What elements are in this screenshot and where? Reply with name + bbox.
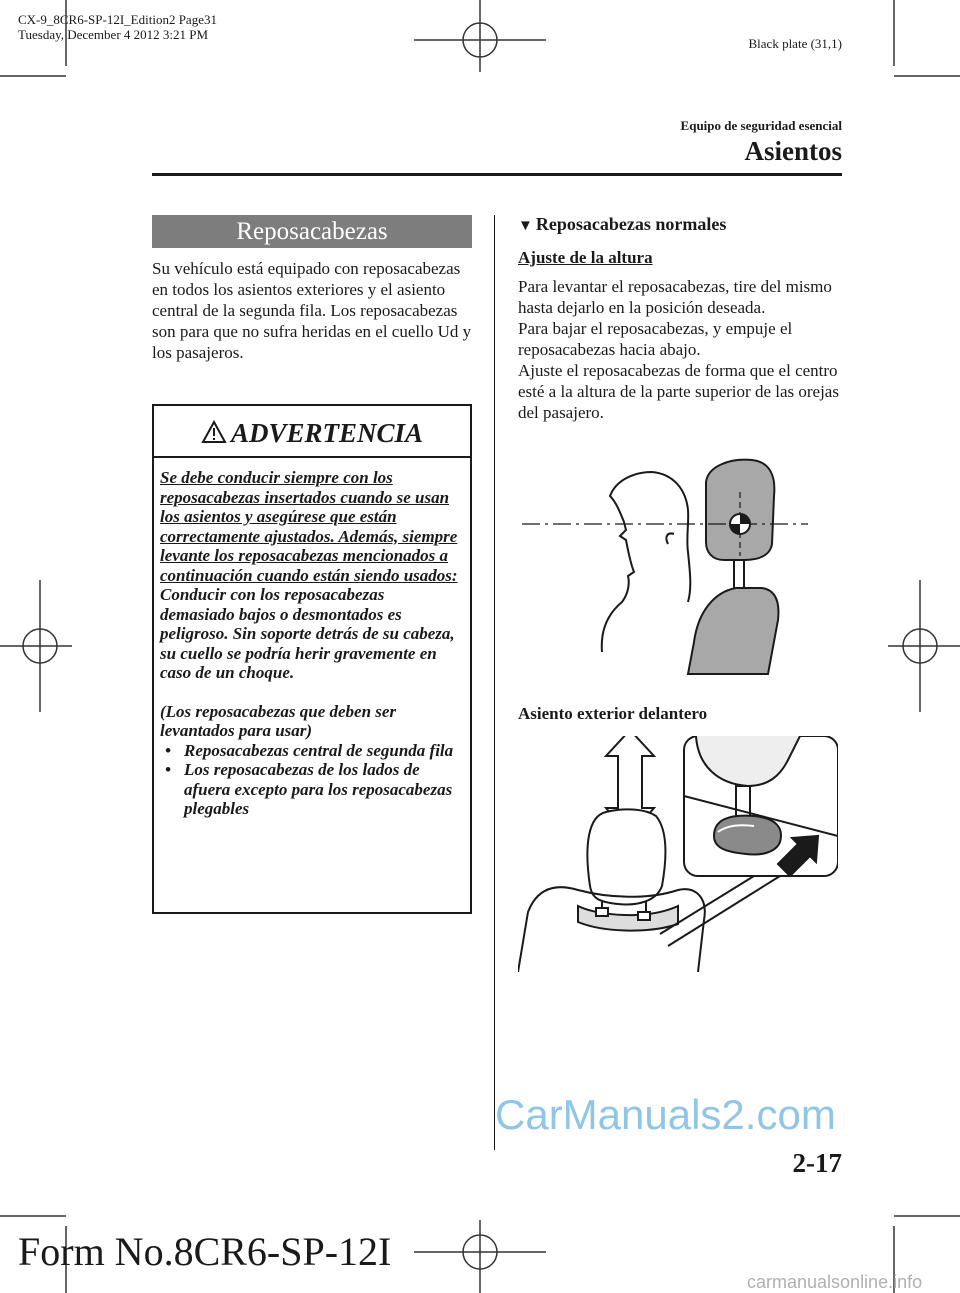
intro-paragraph: Su vehículo está equipado con reposacabezas en todos los asientos exteriores y el asiento central de la segunda fila. Los reposacabezas son para que no sufra heridas en el cuello Ud y los pasajeros. [152,259,472,362]
watermark-logo[interactable]: CarManuals2.com [495,1091,836,1138]
subsection-heading [518,214,848,235]
paragraph: Para bajar el reposacabezas, y empuje el reposacabezas hacia abajo. [518,319,793,359]
warning-title: ADVERTENCIA [230,418,424,448]
section-title: Equipo de seguridad esencial [680,118,842,133]
warning-header [154,406,470,456]
column-divider [494,215,495,1150]
form-number: Form No.8CR6-SP-12I [18,1229,392,1274]
headrest-height-illustration [518,452,818,678]
warning-underlined-text: Se debe conducir siempre con los reposacabezas insertados cuando se usan los asientos y asegúrese que están correctamente ajustados. Además, siempre levante los reposacabezas mencionados a continuación cuando están siendo usados: [160,468,458,585]
warning-bullet: • Reposacabezas central de segunda fila [165,740,454,760]
subsection-title: Reposacabezas normales [535,214,727,234]
date-line: Tuesday, December 4 2012 3:21 PM [18,27,209,42]
chapter-title: Asientos [744,136,842,166]
watermark-url[interactable]: carmanualsonline.info [747,1272,923,1292]
warning-icon [201,420,227,444]
adjust-heading: Ajuste de la altura [518,248,653,267]
bullet-text: Los reposacabezas de los lados de afuera excepto para los reposacabezas plegables [184,760,453,818]
warning-text: Conducir con los reposacabezas demasiado bajos o desmontados es peligroso. Sin soporte detrás de su cabeza, su cuello se podría herir gravemente en caso de un choque. [160,585,455,682]
file-line: CX-9_8CR6-SP-12I_Edition2 Page31 [18,12,217,27]
bullet-text: Reposacabezas central de segunda fila [184,740,454,760]
figure-caption: Asiento exterior delantero [518,704,708,723]
header-rule [152,173,842,176]
page-number: 2-17 [792,1148,842,1178]
seat-release-illustration [518,736,838,972]
adjust-instructions [518,276,848,423]
warning-box [152,404,472,914]
warning-bullet: • Los reposacabezas de los lados de afuera excepto para los reposacabezas plegables [165,760,453,818]
triangle-bullet-icon: ▼ [518,218,533,234]
paragraph: Ajuste el reposacabezas de forma que el centro esté a la altura de la parte superior de las orejas del pasajero. [518,361,839,422]
section-heading: Reposacabezas [152,215,472,248]
plate-label: Black plate (31,1) [748,36,842,51]
warning-divider [154,456,470,458]
warning-note: (Los reposacabezas que deben ser levantados para usar) [160,701,397,740]
paragraph: Para levantar el reposacabezas, tire del mismo hasta dejarlo en la posición deseada. [518,277,832,317]
warning-body [160,468,460,819]
